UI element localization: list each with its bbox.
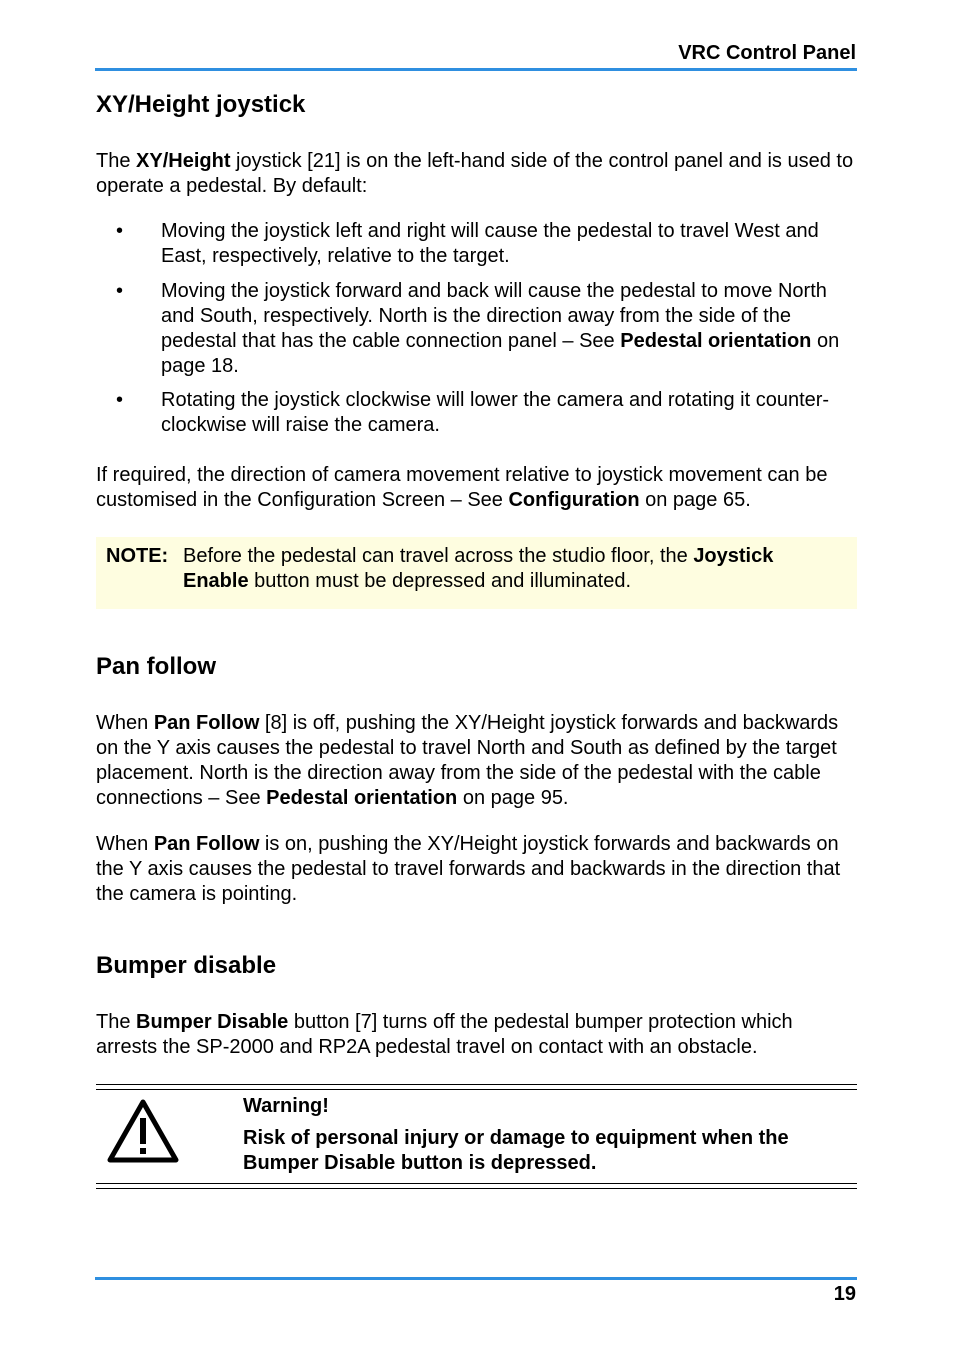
xy-customise-paragraph: If required, the direction of camera movement relative to joystick movement can be customised in the Configuration Screen – See Configuration on page 65. (96, 464, 828, 511)
section-heading-pan-follow: Pan follow (96, 653, 216, 680)
warning-triangle-icon (107, 1098, 179, 1164)
warning-bottom-rule (96, 1188, 857, 1189)
bullet-marker: • (116, 220, 124, 242)
note-label: NOTE: (106, 545, 169, 567)
footer-rule (95, 1277, 857, 1280)
bumper-disable-paragraph: The Bumper Disable button [7] turns off the pedestal bumper protection which arrests the SP-2000 and RP2A pedestal travel on contact with an obstacle. (96, 1011, 793, 1058)
warning-title: Warning! (243, 1095, 329, 1117)
header-rule (95, 68, 857, 71)
bullet-item: Moving the joystick forward and back will cause the pedestal to move North and South, respectively. North is the direction away from the side of the pedestal that has the cable connection panel – See Pedestal orientation on page 18. (161, 280, 840, 377)
note-text: Before the pedestal can travel across the studio floor, the Joystick Enable button must be depressed and illuminated. (183, 545, 774, 592)
bullet-item: Moving the joystick left and right will cause the pedestal to travel West and East, respectively, relative to the target. (161, 220, 819, 267)
bullet-marker: • (116, 389, 124, 411)
bullet-item: Rotating the joystick clockwise will lower the camera and rotating it counter-clockwise will raise the camera. (161, 389, 830, 436)
section-heading-xy-height: XY/Height joystick (96, 91, 306, 118)
pan-follow-off-paragraph: When Pan Follow [8] is off, pushing the XY/Height joystick forwards and backwards on the Y axis causes the pedestal to travel North and South as defined by the target placement. North is the direction away from the side of the pedestal with the cable connections – See Pedestal orientation on page 95. (96, 712, 839, 809)
running-header: VRC Control Panel (678, 42, 856, 64)
warning-top-rule (96, 1089, 857, 1090)
bullet-marker: • (116, 280, 124, 302)
warning-text: Risk of personal injury or damage to equipment when the Bumper Disable button is depressed. (243, 1127, 789, 1174)
xy-intro-paragraph: The XY/Height joystick [21] is on the left-hand side of the control panel and is used to operate a pedestal. By default: (96, 150, 854, 197)
warning-top-rule (96, 1084, 857, 1085)
page-number: 19 (833, 1283, 856, 1305)
pan-follow-on-paragraph: When Pan Follow is on, pushing the XY/Height joystick forwards and backwards on the Y axis causes the pedestal to travel forwards and backwards in the direction that the camera is pointing. (96, 833, 841, 905)
section-heading-bumper-disable: Bumper disable (96, 952, 277, 979)
warning-bottom-rule (96, 1183, 857, 1184)
